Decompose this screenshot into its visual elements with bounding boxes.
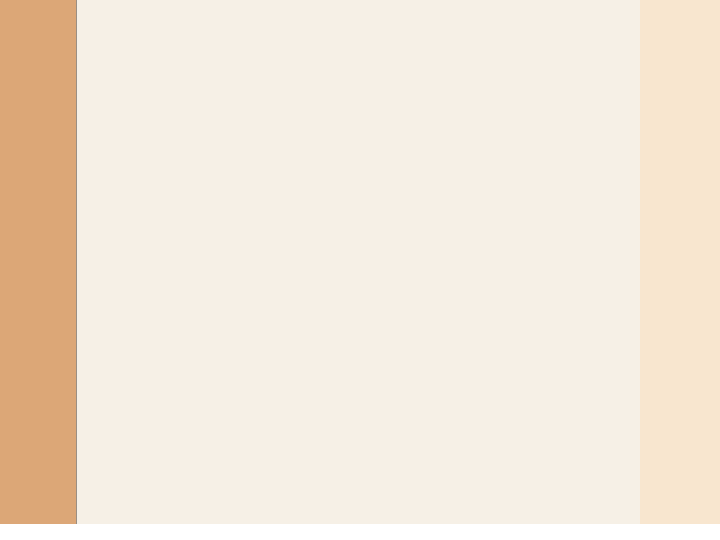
amino-acid-cell — [498, 202, 640, 231]
amino-acid-cell — [220, 290, 358, 319]
amino-acid-cell — [220, 495, 358, 524]
amino-acid-cell — [358, 290, 498, 319]
amino-acid-cell — [358, 436, 498, 465]
amino-acid-cell — [76, 202, 220, 231]
amino-acid-cell — [358, 231, 498, 260]
amino-acid-cell — [76, 231, 220, 260]
amino-acid-cell — [358, 55, 498, 84]
amino-acid-cell — [220, 84, 358, 113]
amino-acid-cell — [498, 231, 640, 260]
amino-acid-cell — [76, 260, 220, 289]
amino-acid-cell — [358, 84, 498, 113]
second-base-g — [498, 36, 640, 55]
first-base-u — [0, 55, 76, 172]
third-base-cell — [640, 172, 720, 201]
amino-acid-cell — [76, 466, 220, 495]
amino-acid-cell — [220, 436, 358, 465]
amino-acid-cell — [498, 290, 640, 319]
amino-acid-cell — [358, 202, 498, 231]
third-base-cell — [640, 319, 720, 348]
amino-acid-cell — [220, 172, 358, 201]
amino-acid-cell — [358, 466, 498, 495]
third-base-cell — [640, 495, 720, 524]
third-base-cell — [640, 202, 720, 231]
first-base-a — [0, 290, 76, 407]
amino-acid-cell — [498, 55, 640, 84]
amino-acid-cell — [498, 495, 640, 524]
amino-acid-cell — [358, 143, 498, 172]
amino-acid-cell — [498, 319, 640, 348]
amino-acid-cell — [498, 436, 640, 465]
amino-acid-cell — [220, 55, 358, 84]
amino-acid-cell — [220, 114, 358, 143]
amino-acid-cell — [498, 260, 640, 289]
second-base-a — [358, 36, 498, 55]
amino-acid-cell — [498, 378, 640, 407]
amino-acid-cell — [76, 348, 220, 377]
third-base-cell — [640, 436, 720, 465]
third-base-cell — [640, 231, 720, 260]
amino-acid-cell — [76, 143, 220, 172]
amino-acid-cell — [220, 260, 358, 289]
amino-acid-cell — [76, 378, 220, 407]
amino-acid-cell — [498, 348, 640, 377]
amino-acid-cell — [76, 290, 220, 319]
second-base-u — [76, 36, 220, 55]
third-base-cell — [640, 143, 720, 172]
amino-acid-cell — [498, 172, 640, 201]
third-base-cell — [640, 407, 720, 436]
amino-acid-cell — [220, 378, 358, 407]
amino-acid-cell — [76, 495, 220, 524]
amino-acid-cell — [358, 260, 498, 289]
amino-acid-cell — [76, 172, 220, 201]
amino-acid-cell — [358, 172, 498, 201]
amino-acid-cell — [358, 378, 498, 407]
amino-acid-cell — [498, 84, 640, 113]
third-base-cell — [640, 348, 720, 377]
amino-acid-cell — [220, 407, 358, 436]
third-base-cell — [640, 55, 720, 84]
amino-acid-cell — [76, 114, 220, 143]
amino-acid-cell — [76, 407, 220, 436]
third-base-cell — [640, 84, 720, 113]
amino-acid-cell — [358, 319, 498, 348]
third-base-cell — [640, 378, 720, 407]
third-base-cell — [640, 114, 720, 143]
third-base-cell — [640, 260, 720, 289]
amino-acid-cell — [498, 407, 640, 436]
third-base-cell — [640, 290, 720, 319]
amino-acid-cell — [358, 495, 498, 524]
first-base-header — [0, 0, 76, 55]
amino-acid-cell — [220, 319, 358, 348]
first-base-g — [0, 407, 76, 524]
amino-acid-cell — [358, 348, 498, 377]
third-base-header — [640, 0, 720, 55]
second-base-header — [76, 0, 640, 36]
amino-acid-cell — [220, 202, 358, 231]
amino-acid-cell — [498, 466, 640, 495]
amino-acid-cell — [220, 348, 358, 377]
amino-acid-cell — [76, 436, 220, 465]
second-base-c — [220, 36, 358, 55]
amino-acid-cell — [220, 466, 358, 495]
amino-acid-cell — [498, 143, 640, 172]
amino-acid-cell — [220, 231, 358, 260]
amino-acid-cell — [76, 84, 220, 113]
first-base-c — [0, 172, 76, 289]
amino-acid-cell — [498, 114, 640, 143]
amino-acid-cell — [76, 55, 220, 84]
amino-acid-cell — [76, 319, 220, 348]
third-base-cell — [640, 466, 720, 495]
amino-acid-cell — [220, 143, 358, 172]
amino-acid-cell — [358, 407, 498, 436]
amino-acid-cell — [358, 114, 498, 143]
grid-line-vertical — [76, 0, 77, 524]
